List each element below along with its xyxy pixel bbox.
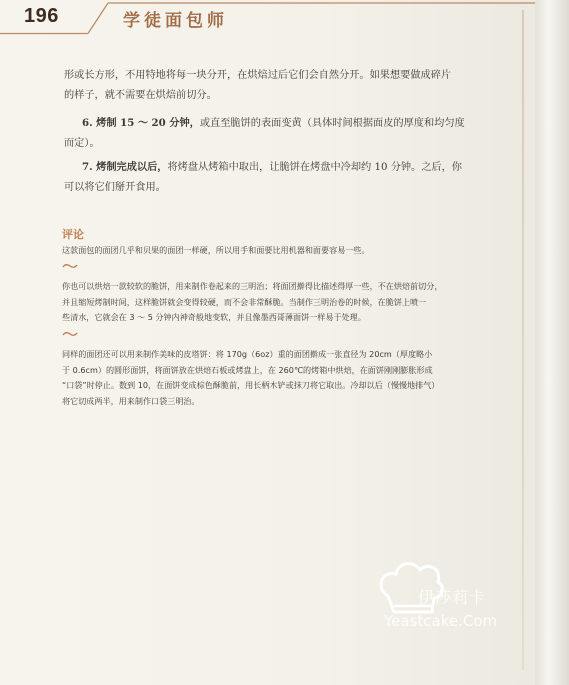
page-title: 学徒面包师 — [123, 11, 228, 31]
tilde-divider-icon — [62, 262, 78, 270]
page-number: 196 — [24, 5, 59, 27]
paragraph-line: 而定）。 — [64, 137, 100, 149]
comment-heading: 评论 — [62, 228, 84, 241]
comment-block-2 — [62, 347, 514, 409]
page-header — [0, 0, 535, 36]
paragraph-line — [64, 158, 510, 178]
comment-line: 些清水，它就会在 3 ～ 5 分钟内神奇般地变软，并且像墨西哥薄面饼一样易于处理。 — [62, 312, 366, 322]
comment-line: 将它切成两半，用来制作口袋三明治。 — [62, 395, 200, 406]
comment-intro: 这款面包的面团几乎和贝果的面团一样硬，所以用手和面要比用机器和面要容易一些。 — [62, 245, 370, 255]
paragraph-line — [64, 114, 510, 134]
paragraph-line: 可以将它们掰开食用。 — [64, 181, 166, 193]
comment-line: “口袋”时停止。数到 10，在面饼变成棕色酥脆前，用长柄木铲或抹刀将它取出。冷却以后（慢慢地排气） — [62, 380, 440, 390]
step-text: 将烤盘从烤箱中取出，让脆饼在烤盘中冷却约 10 分钟。之后，你 — [167, 162, 462, 173]
comment-block-1 — [62, 279, 514, 326]
paragraph-line: 形或长方形，不用特地将每一块分开，在烘焙过后它们会自然分开。如果想要做成碎片 — [64, 70, 452, 81]
comment-line: 你也可以烘焙一款较软的脆饼，用来制作卷起来的三明治；将面团擀得比描述得厚一些，不在烘焙前切分， — [62, 281, 443, 291]
watermark-en: Yeastcake.Com — [384, 612, 498, 630]
step-text: 或直至脆饼的表面变黄（具体时间根据面皮的厚度和均匀度 — [199, 118, 465, 129]
comment-line: 并且缩短烤制时间，这样脆饼就会变得较硬，而不会非常酥脆。当制作三明治卷的时候，在脆饼上喷一 — [62, 296, 427, 307]
watermark-cn: 伊莎莉卡 — [418, 588, 487, 607]
step-7 — [64, 158, 510, 197]
step-label: 7. 烤制完成以后， — [82, 161, 168, 173]
page-margin-line — [522, 10, 524, 670]
step-6 — [64, 114, 510, 153]
comment-line: 同样的面团还可以用来制作美味的皮塔饼：将 170g（6oz）重的面团擀成一张直径为 20cm（厚度略小 — [62, 349, 433, 359]
step-label: 6. 烤制 15 ～ 20 分钟， — [82, 117, 200, 129]
comment-line: 于 0.6cm）的圆形面饼，将面饼放在烘焙石板或烤盘上，在 260℃的烤箱中烘焙，在面饼刚刚膨胀形成 — [62, 364, 433, 375]
book-edge — [535, 0, 569, 685]
header-rule — [0, 0, 535, 36]
paragraph-line: 的样子，就不需要在烘焙前切分。 — [64, 89, 217, 101]
tilde-divider-icon — [62, 330, 78, 338]
paragraph-1 — [64, 66, 510, 105]
